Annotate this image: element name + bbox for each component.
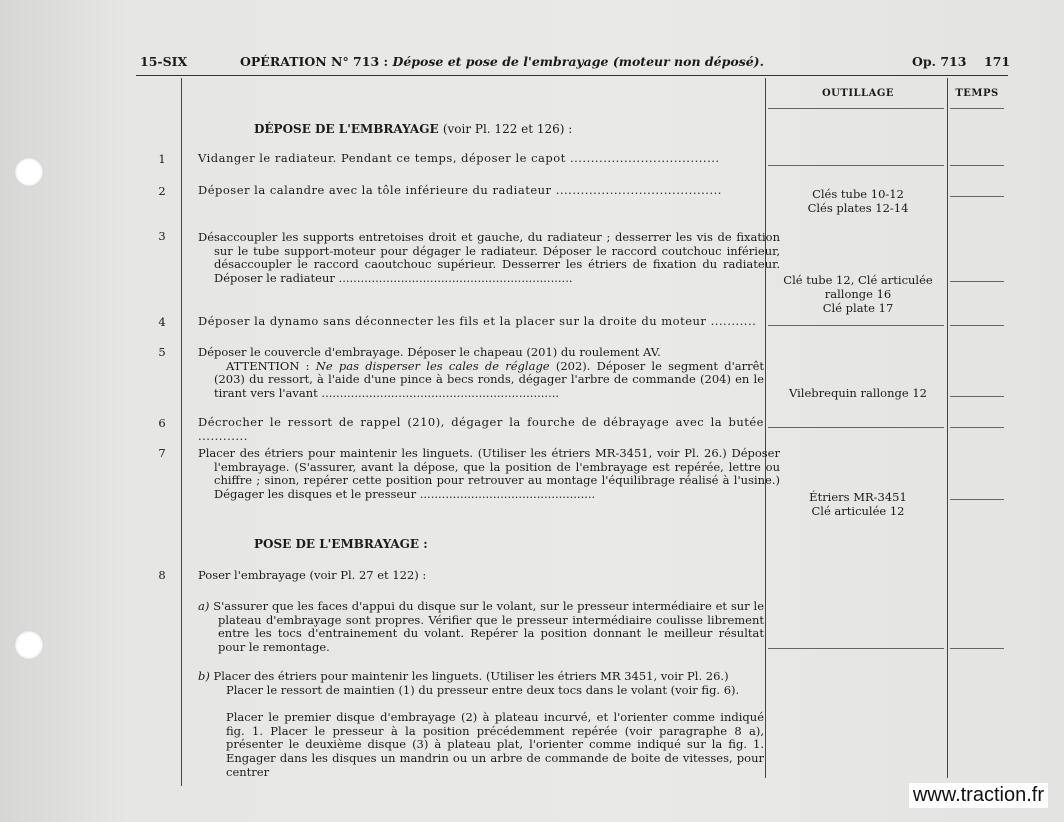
step-number: 2	[158, 184, 166, 198]
step-8-a	[198, 600, 764, 654]
step-text: Poser l'embrayage (voir Pl. 27 et 122) :	[198, 568, 427, 582]
step-number: 7	[158, 446, 166, 460]
tools-step-3	[768, 273, 948, 315]
step-number: 3	[158, 229, 166, 243]
tools-step-5	[768, 386, 948, 400]
step-8-b	[198, 670, 764, 779]
step-number: 5	[158, 345, 166, 359]
time-rule-5	[950, 396, 1004, 397]
number-column-line	[181, 78, 182, 786]
tools-column-header: OUTILLAGE	[821, 88, 895, 99]
step-text: Décrocher le ressort de rappel (210), dégager la fourche de débrayage avec la butée ............	[198, 415, 764, 443]
step-8-b-label: b)	[198, 669, 210, 683]
tools-header-rule	[768, 108, 944, 109]
step-text: Vidanger le radiateur. Pendant ce temps, déposer le capot ....................................	[198, 151, 720, 165]
tool-line: Clés tube 10-12	[812, 187, 904, 201]
tool-line: Vilebrequin rallonge 12	[789, 386, 927, 400]
binder-hole-top	[14, 157, 44, 187]
row-rule-4	[768, 325, 944, 326]
time-rule-7	[950, 499, 1004, 500]
attention-text: Ne pas disperser les cales de réglage	[315, 358, 550, 373]
tool-line: Clé articulée 12	[811, 504, 905, 518]
header-operation	[240, 54, 764, 69]
time-rule-6	[950, 427, 1004, 428]
depose-ref: (voir Pl. 122 et 126) :	[442, 122, 573, 136]
step-8-b-text-3: Placer le premier disque d'embrayage (2) à plateau incurvé, et l'orienter comme indiqué fig. 1. Placer le presseur à la position précédemment repérée (voir paragraphe 8 a), présenter le deuxième disque (3) à plateau plat, l'orienter comme indiqué sur la fig. 1. Engager dans les disques un mandrin ou un arbre de commande de boite de vitesses, pour centrer	[226, 710, 764, 779]
step-8-b-text-2: Placer le ressort de maintien (1) du presseur entre deux tocs dans le volant (voir fig. 6).	[226, 682, 740, 697]
tool-line: Clés plates 12-14	[807, 201, 909, 215]
step-5-line-1: Déposer le couvercle d'embrayage. Déposer le chapeau (201) du roulement AV.	[198, 345, 661, 359]
step-5-attention	[198, 360, 764, 401]
tool-line: rallonge 16	[824, 287, 892, 301]
pose-section-title: POSE DE L'EMBRAYAGE :	[254, 537, 428, 551]
time-rule-1	[950, 165, 1004, 166]
step-text: Déposer la dynamo sans déconnecter les fils et la placer sur la droite du moteur ...........	[198, 314, 757, 328]
time-rule-3	[950, 281, 1004, 282]
row-rule-8a	[768, 648, 944, 649]
step-8-a-text: S'assurer que les faces d'appui du disque sur le volant, sur le presseur intermédiaire et sur le plateau d'embrayage sont propres. Vérifier que le presseur intermédiaire coulisse librement entre les tocs d'entrainement du volant. Repérer la position donnant le meilleur résultat pour le remontage.	[213, 599, 765, 654]
header-op-ref: Op. 713	[912, 54, 967, 69]
step-text	[198, 346, 764, 400]
step-8-b-paragraph	[198, 670, 764, 684]
row-rule-1	[768, 165, 944, 166]
step-text: Désaccoupler les supports entretoises droit et gauche, du radiateur ; desserrer les vis de fixation sur le tube support-moteur pour dégager le radiateur. Déposer le raccord coutchouc inférieur, désaccoupler le raccord caoutchouc supérieur. Desserrer les étriers de fixation du radiateur. Déposer le radiateur ................................................................	[198, 230, 780, 285]
header-operation-label: OPÉRATION N° 713 :	[240, 54, 389, 69]
step-8-b-text: Placer des étriers pour maintenir les linguets. (Utiliser les étriers MR 3451, voir Pl. 26.)	[213, 669, 729, 683]
step-8-a-paragraph	[198, 600, 764, 654]
tool-line: Clé tube 12, Clé articulée	[783, 273, 933, 287]
tool-line: Étriers MR-3451	[809, 490, 907, 504]
watermark: www.traction.fr	[909, 783, 1048, 808]
binder-hole-bottom	[14, 630, 44, 660]
tools-column-line	[765, 78, 766, 778]
header-rule	[136, 75, 1008, 76]
time-rule-2	[950, 196, 1004, 197]
header-left-code: 15-SIX	[140, 54, 188, 69]
step-number: 4	[158, 315, 166, 329]
tools-step-7	[768, 490, 948, 518]
step-number: 6	[158, 416, 166, 430]
time-rule-8a	[950, 648, 1004, 649]
tools-step-2	[768, 187, 948, 215]
time-column-header: TEMPS	[955, 88, 999, 99]
step-number: 8	[158, 568, 166, 582]
step-number: 1	[158, 152, 166, 166]
attention-text-b: (202). Déposer le segment d'arrêt (203) du ressort, à l'aide d'une pince à becs ronds, dégager l'arbre de commande (204) en le tirant vers l'avant .................................................................	[214, 358, 765, 400]
row-rule-6	[768, 427, 944, 428]
time-column-line	[947, 78, 948, 778]
tool-line: Clé plate 17	[822, 301, 894, 315]
header-page-number: 171	[984, 54, 1011, 69]
depose-section-title	[254, 122, 572, 136]
time-header-rule	[950, 108, 1004, 109]
depose-title: DÉPOSE DE L'EMBRAYAGE	[254, 122, 439, 136]
step-text: Déposer la calandre avec la tôle inférieure du radiateur ........................................	[198, 183, 722, 197]
header-operation-title: Dépose et pose de l'embrayage (moteur non déposé).	[392, 54, 764, 69]
step-8-a-label: a)	[198, 599, 210, 613]
step-text: Placer des étriers pour maintenir les linguets. (Utiliser les étriers MR-3451, voir Pl. 26.) Déposer l'embrayage. (S'assurer, avant la dépose, que la position de l'embrayage est repérée, lettre ou chiffre ; sinon, repérer cette position pour retrouver au montage l'équilibrage réalisé à l'usine.) Dégager les disques et le presseur ................................................	[198, 446, 780, 501]
time-rule-4	[950, 325, 1004, 326]
attention-label: ATTENTION :	[226, 358, 310, 373]
